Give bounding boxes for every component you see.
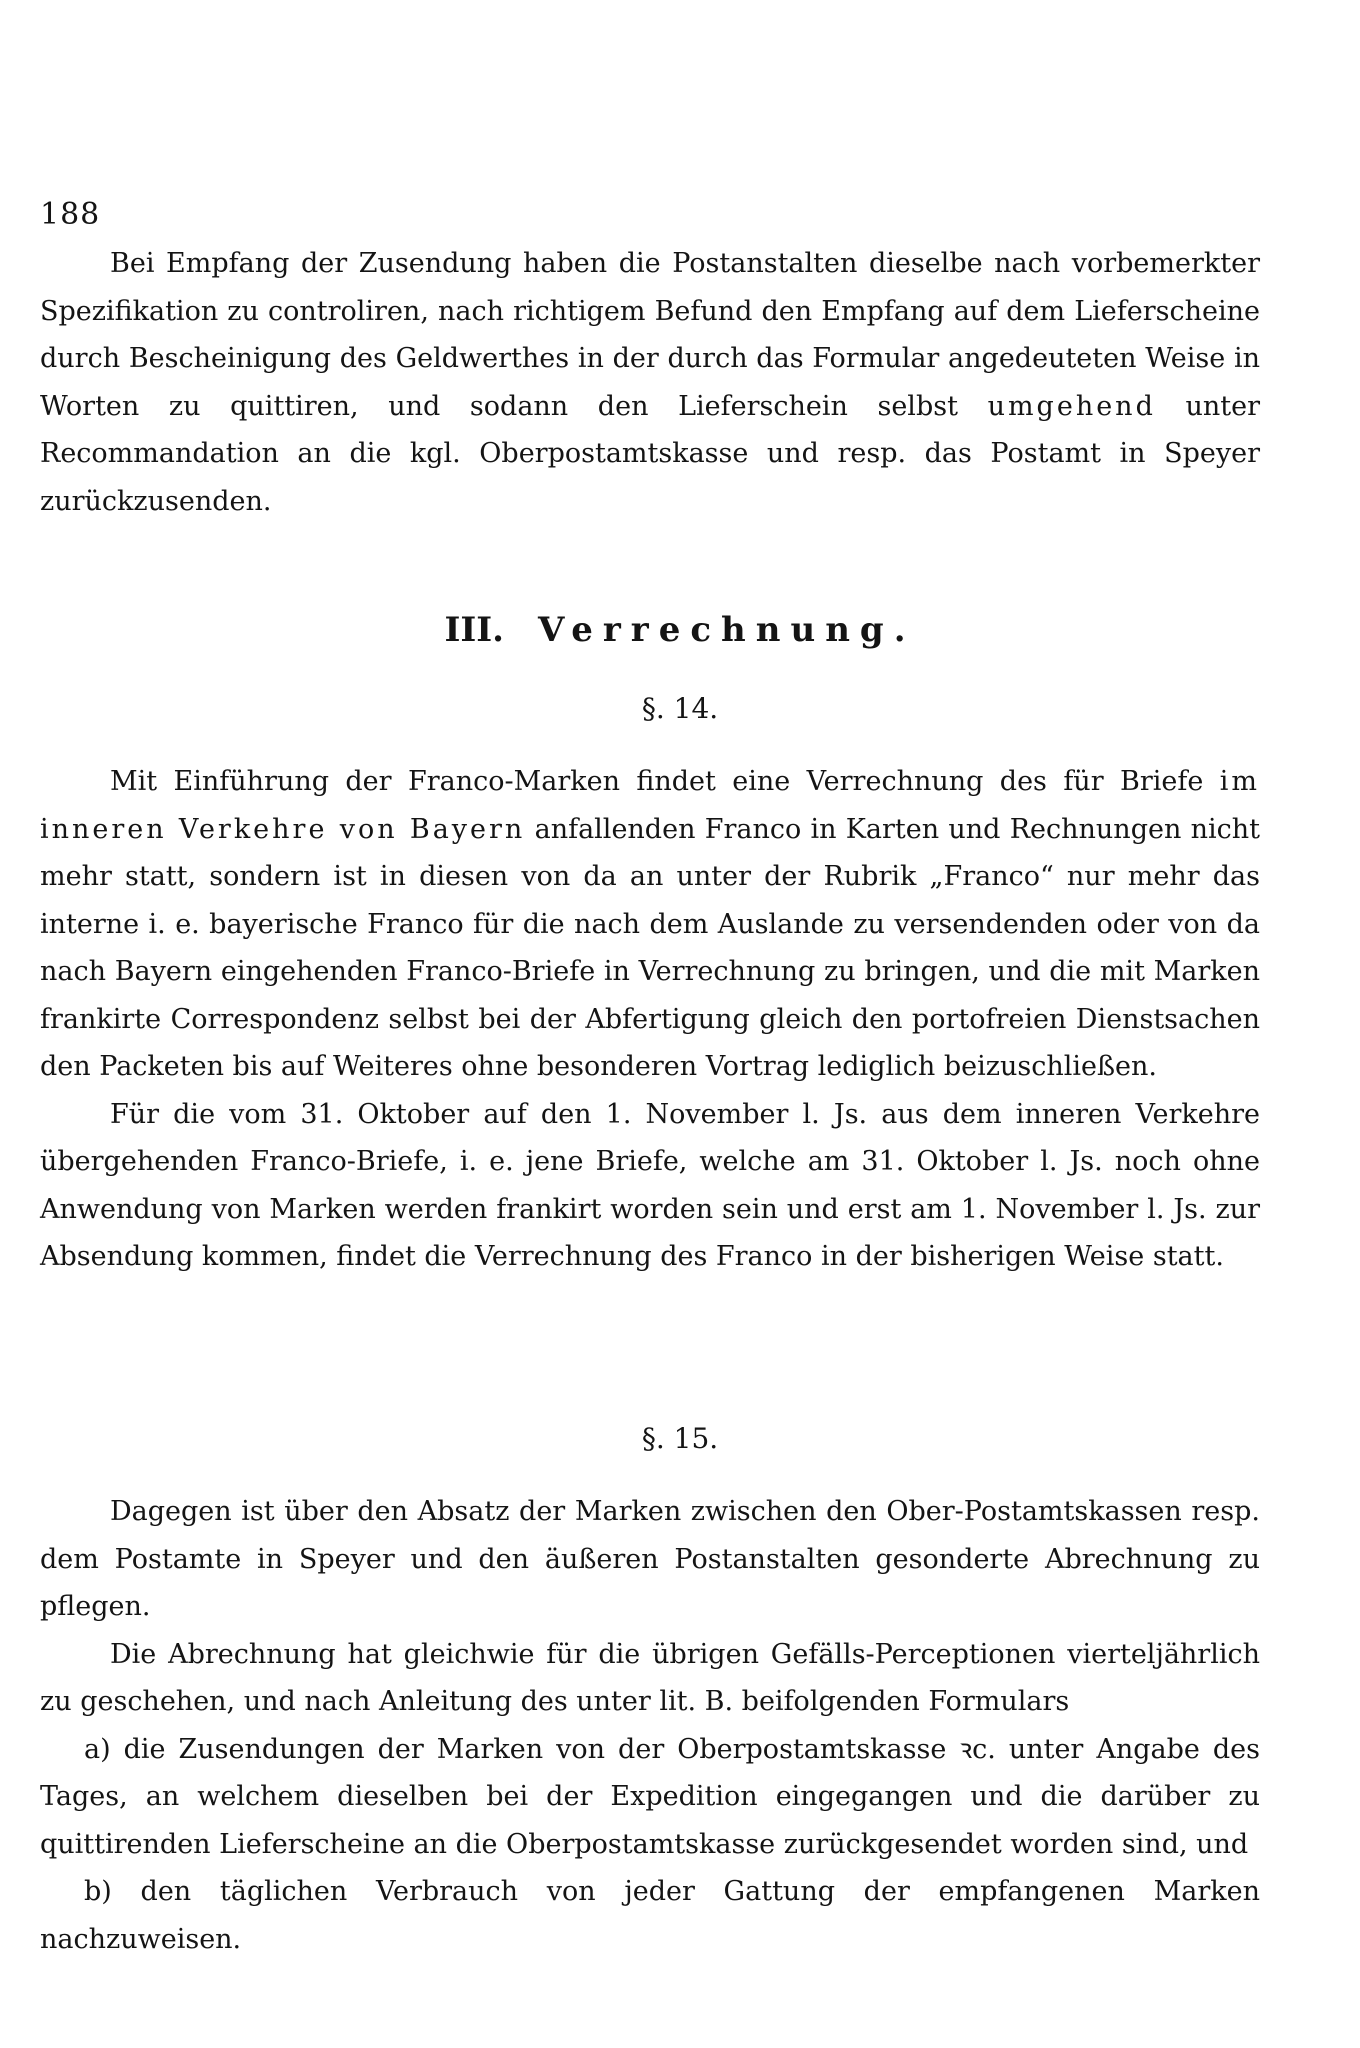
section-roman-numeral: III.: [444, 610, 504, 650]
p14-text-end: anfallenden Franco in Karten und Rechnungen nicht mehr statt, sondern ist in diesen von da an unter der Rubrik „Franco“ nur mehr das interne i. e. bayerische Franco für die nach dem Auslande zu versendenden oder von da nach Bayern eingehenden Franco-Briefe in Verrechnung zu bringen, und die mit Marken frankirte Correspondenz selbst bei der Abfertigung gleich den portofreien Dienstsachen den Packeten bis auf Weiteres ohne besonderen Vortrag lediglich beizuschließen.: [40, 813, 1260, 1082]
paragraph-15-body: [40, 1488, 1260, 1963]
intro-text: [40, 240, 1260, 525]
intro-text-end: unter Recommandation an die kgl. Oberpostamtskasse und resp. das Postamt in Speyer zurückzusenden.: [40, 390, 1260, 517]
p14-spaced-phrase: im inneren Verkehre von Bayern: [40, 766, 1260, 845]
paragraph-15-text-1: Dagegen ist über den Absatz der Marken zwischen den Ober-Postamtskassen resp. dem Postamte in Speyer und den äußeren Postanstalten gesonderte Abrechnung zu pflegen.: [40, 1496, 1260, 1622]
paragraph-14-text-2: Für die vom 31. Oktober auf den 1. November l. Js. aus dem inneren Verkehre übergehenden Franco-Briefe, i. e. jene Briefe, welche am 31. Oktober l. Js. noch ohne Anwendung von Marken werden frankirt worden sein und erst am 1. November l. Js. zur Absendung kommen, findet die Verrechnung des Franco in der bisherigen Weise statt.: [40, 1098, 1260, 1272]
intro-text-start: Bei Empfang der Zusendung haben die Postanstalten dieselbe nach vorbemerkter Spezifikation zu controliren, nach richtigem Befund den Empfang auf dem Lieferscheine durch Bescheinigung des Geldwerthes in der durch das Formular angedeuteten Weise in Worten zu quittiren, und sodann den Lieferschein selbst: [40, 248, 1260, 422]
list-item-a-label: a): [84, 1733, 111, 1765]
list-item-a-text: die Zusendungen der Marken von der Oberpostamtskasse ꝛc. unter Angabe des Tages, an welchem dieselben bei der Expedition eingegangen und die darüber zu quittirenden Lieferscheine an die Oberpostamtskasse zurückgesendet worden sind, und: [40, 1733, 1260, 1860]
page-number: 188: [40, 197, 101, 232]
list-item-a: [40, 1726, 1260, 1869]
paragraph-15-text-2: Die Abrechnung hat gleichwie für die übrigen Gefälls-Perceptionen vierteljährlich zu geschehen, und nach Anleitung des unter lit. B. beifolgenden Formulars: [40, 1638, 1260, 1717]
list-item-b: [40, 1868, 1260, 1963]
paragraph-14-text-1: [40, 758, 1260, 1091]
section-heading: [0, 610, 1360, 650]
paragraph-15-mark: §. 15.: [641, 1422, 719, 1455]
intro-spaced-word: umgehend: [987, 390, 1156, 422]
intro-paragraph: [40, 240, 1260, 525]
paragraph-14-mark: §. 14.: [641, 692, 719, 725]
p14-text-start: Mit Einführung der Franco-Marken findet eine Verrechnung des für Briefe: [110, 766, 1204, 797]
section-title: Verrechnung.: [538, 610, 916, 650]
list-item-b-text: den täglichen Verbrauch von jeder Gattung der empfangenen Marken nachzuweisen.: [40, 1876, 1260, 1955]
paragraph-14-body: [40, 758, 1260, 1281]
list-item-b-label: b): [84, 1876, 112, 1907]
